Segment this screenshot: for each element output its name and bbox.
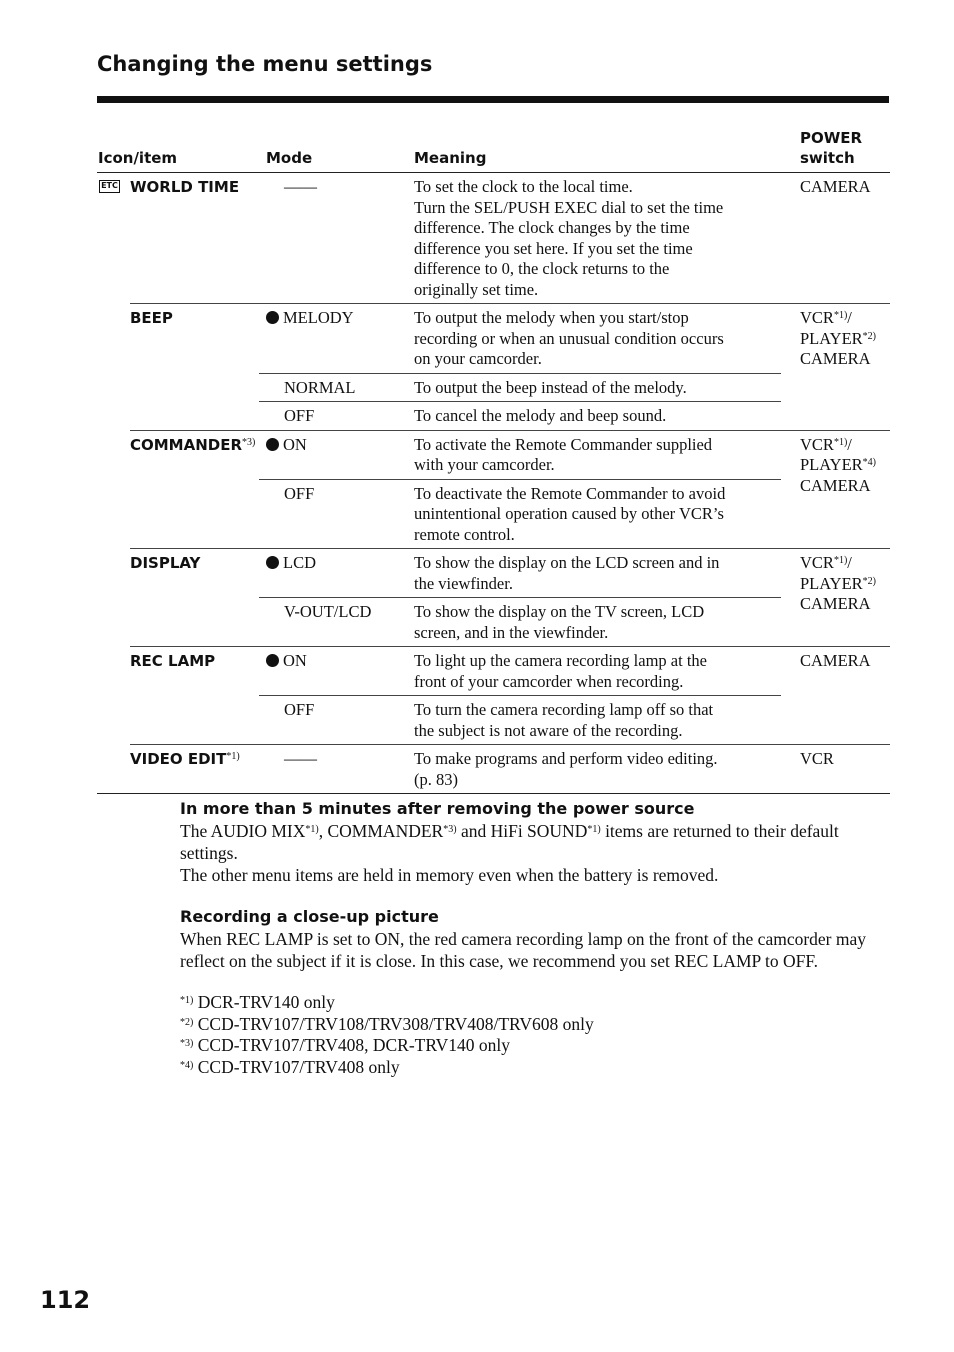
- mode-value: MELODY: [266, 308, 354, 329]
- table-row: [97, 549, 890, 646]
- mode-row: [259, 479, 781, 549]
- item-name: BEEP: [130, 309, 173, 327]
- footnote: $^{*4)}$ CCD-TRV107/TRV408 only: [180, 1056, 400, 1077]
- item-name: COMMANDER$^{*3)}$: [130, 435, 256, 454]
- mode-meaning: To output the melody when you start/stop recording or when an unusual condition occurs on your camcorder.: [414, 308, 724, 368]
- mode-row: [259, 373, 781, 402]
- mode-meaning: To show the display on the TV screen, LCD screen, and in the viewfinder.: [414, 602, 705, 642]
- mode-row: [259, 597, 781, 646]
- footnote: $^{*2)}$ CCD-TRV107/TRV108/TRV308/TRV408/TRV608 only: [180, 1013, 594, 1034]
- note-paragraph: When REC LAMP is set to ON, the red camera recording lamp on the front of the camcorder may reflect on the subject if it is close. In this case, we recommend you set REC LAMP to OFF.: [180, 929, 867, 971]
- mode-meaning: To show the display on the LCD screen and in the viewfinder.: [414, 553, 720, 593]
- mode-meaning: To make programs and perform video editing. (p. 83): [414, 749, 718, 789]
- footnote: $^{*3)}$ CCD-TRV107/TRV408, DCR-TRV140 only: [180, 1035, 510, 1055]
- default-bullet-icon: [266, 438, 279, 451]
- title-rule: [97, 96, 889, 103]
- mode-meaning: To turn the camera recording lamp off so that the subject is not aware of the recording.: [414, 700, 714, 740]
- item-name: WORLD TIME: [130, 178, 240, 196]
- table-row: [97, 431, 890, 549]
- page-number: 112: [40, 1286, 91, 1314]
- item-name: VIDEO EDIT$^{*1)}$: [130, 750, 240, 768]
- mode-meaning: To set the clock to the local time. Turn the SEL/PUSH EXEC dial to set the time difference. The clock changes by the time difference you set here. If you set the time difference to 0, the clock returns to the originally set time.: [414, 177, 724, 299]
- mode-row: [259, 304, 781, 373]
- mode-meaning: To deactivate the Remote Commander to avoid unintentional operation caused by other VCR’s remote control.: [414, 483, 726, 544]
- mode-value: ON: [266, 651, 307, 672]
- mode-meaning: To activate the Remote Commander supplied with your camcorder.: [414, 434, 713, 474]
- table-row: [97, 647, 890, 744]
- item-name: REC LAMP: [130, 652, 216, 670]
- mode-value: OFF: [284, 483, 315, 503]
- table-row: [97, 304, 890, 430]
- note-close-up: [180, 906, 880, 972]
- table-body: [97, 173, 890, 793]
- page-title: Changing the menu settings: [97, 52, 433, 76]
- header-mode: Mode: [266, 149, 313, 167]
- default-bullet-icon: [266, 654, 279, 667]
- power-switch-value: CAMERA: [800, 651, 871, 670]
- note-paragraph: The AUDIO MIX$^{*1)}$, COMMANDER$^{*3)}$ and HiFi SOUND$^{*1)}$ items are returned to their default settings.: [180, 821, 839, 863]
- table-bottom-rule: [97, 793, 890, 794]
- mode-row: [259, 695, 781, 744]
- footnote: $^{*1)}$ DCR-TRV140 only: [180, 992, 335, 1012]
- default-bullet-icon: [266, 556, 279, 569]
- table-row: [97, 173, 890, 303]
- footnotes: [180, 992, 880, 1078]
- notes-section: [180, 798, 880, 1078]
- item-name: DISPLAY: [130, 554, 201, 572]
- header-icon-item: Icon/item: [98, 149, 178, 167]
- table-header: [97, 120, 890, 173]
- header-meaning: Meaning: [414, 149, 487, 167]
- mode-value: NORMAL: [284, 377, 356, 397]
- power-switch-value: VCR: [800, 749, 834, 768]
- note-heading: In more than 5 minutes after removing the power source: [180, 799, 695, 818]
- mode-value: ——: [284, 749, 317, 768]
- mode-meaning: To cancel the melody and beep sound.: [414, 406, 667, 425]
- mode-value: OFF: [284, 406, 315, 425]
- header-power-switch: POWER switch: [800, 129, 863, 167]
- mode-value: OFF: [284, 700, 315, 719]
- etc-icon: ETC: [99, 180, 120, 193]
- mode-value: LCD: [266, 553, 316, 574]
- mode-value: ——: [284, 177, 317, 196]
- note-heading: Recording a close-up picture: [180, 907, 439, 926]
- power-switch-value: VCR$^{*1)}$/ PLAYER$^{*4)}$ CAMERA: [800, 434, 877, 495]
- menu-settings-table: [97, 120, 890, 794]
- power-switch-value: VCR$^{*1)}$/ PLAYER$^{*2)}$ CAMERA: [800, 553, 877, 613]
- mode-row: [259, 647, 781, 695]
- mode-row: [259, 745, 781, 793]
- mode-meaning: To light up the camera recording lamp at the front of your camcorder when recording.: [414, 651, 707, 691]
- mode-meaning: To output the beep instead of the melody.: [414, 377, 687, 397]
- mode-row: [259, 173, 781, 303]
- mode-value: V-OUT/LCD: [284, 602, 372, 621]
- mode-row: [259, 431, 781, 479]
- default-bullet-icon: [266, 311, 279, 324]
- table-row: [97, 745, 890, 793]
- mode-row: [259, 549, 781, 597]
- note-paragraph: The other menu items are held in memory even when the battery is removed.: [180, 865, 719, 885]
- power-switch-value: VCR$^{*1)}$/ PLAYER$^{*2)}$ CAMERA: [800, 308, 877, 368]
- note-power-source: [180, 798, 880, 886]
- mode-row: [259, 401, 781, 430]
- mode-value: ON: [266, 435, 307, 456]
- power-switch-value: CAMERA: [800, 177, 871, 196]
